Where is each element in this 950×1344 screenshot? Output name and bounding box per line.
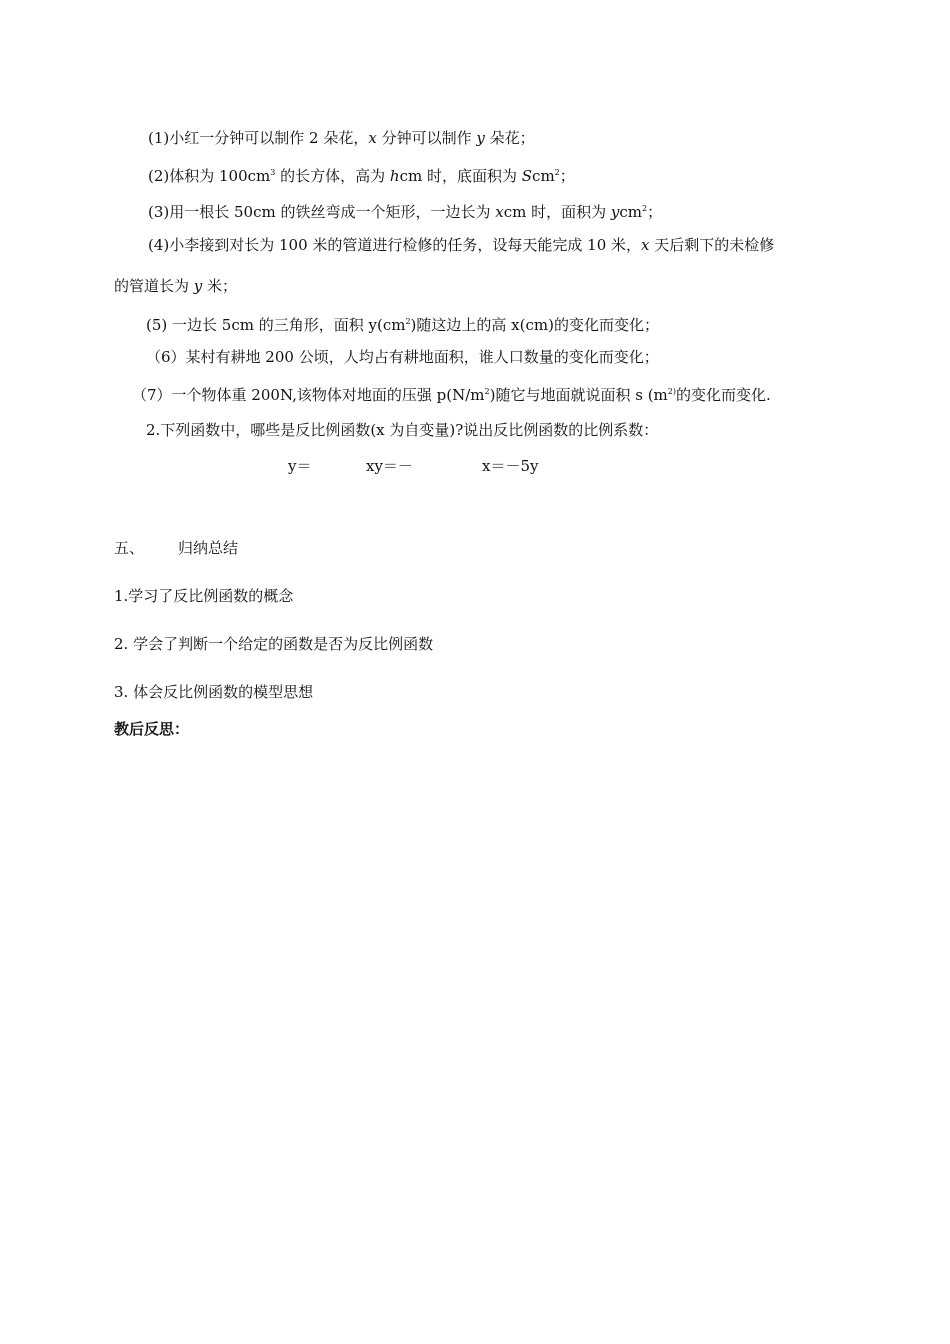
summary-point-2: 2. 学会了判断一个给定的函数是否为反比例函数 bbox=[114, 635, 434, 653]
item-1: (1)小红一分钟可以制作 2 朵花，x 分钟可以制作 y 朵花； bbox=[148, 129, 535, 147]
expression-1: y＝ bbox=[288, 457, 312, 475]
reflection-label: 教后反思： bbox=[114, 720, 190, 738]
item-4-line-1: (4)小李接到对长为 100 米的管道进行检修的任务，设每天能完成 10 米，x 天后剩下的未检修 bbox=[148, 236, 775, 254]
exercise-2-title: 2.下列函数中，哪些是反比例函数(x 为自变量)?说出反比例函数的比例系数： bbox=[146, 421, 659, 439]
item-3: (3)用一根长 50cm 的铁丝弯成一个矩形，一边长为 xcm 时，面积为 ycm$^2$； bbox=[148, 203, 663, 221]
item-2: (2)体积为 $100cm^3$ 的长方体，高为 hcm 时，底面积为 Scm$^2$； bbox=[148, 167, 575, 185]
expression-3: x＝－5y bbox=[482, 457, 539, 475]
item-7: （7）一个物体重 200N,该物体对地面的压强 $p(N/m^2)$随它与地面就说面积 s ($m^{2)}$的变化而变化. bbox=[132, 386, 771, 404]
expression-2: xy＝－ bbox=[366, 457, 413, 475]
item-5: (5) 一边长 5cm 的三角形，面积 $y(cm^2)$随这边上的高 x(cm)的变化而变化； bbox=[146, 316, 659, 334]
item-4-line-2: 的管道长为 y 米； bbox=[114, 277, 238, 295]
item-6: （6）某村有耕地 200 公顷，人均占有耕地面积，谁人口数量的变化而变化； bbox=[146, 348, 659, 366]
section-heading bbox=[114, 538, 239, 558]
summary-point-3: 3. 体会反比例函数的模型思想 bbox=[114, 683, 314, 701]
section-number: 五、 bbox=[114, 539, 145, 557]
section-title: 归纳总结 bbox=[178, 539, 239, 557]
summary-point-1: 1.学习了反比例函数的概念 bbox=[114, 587, 294, 605]
